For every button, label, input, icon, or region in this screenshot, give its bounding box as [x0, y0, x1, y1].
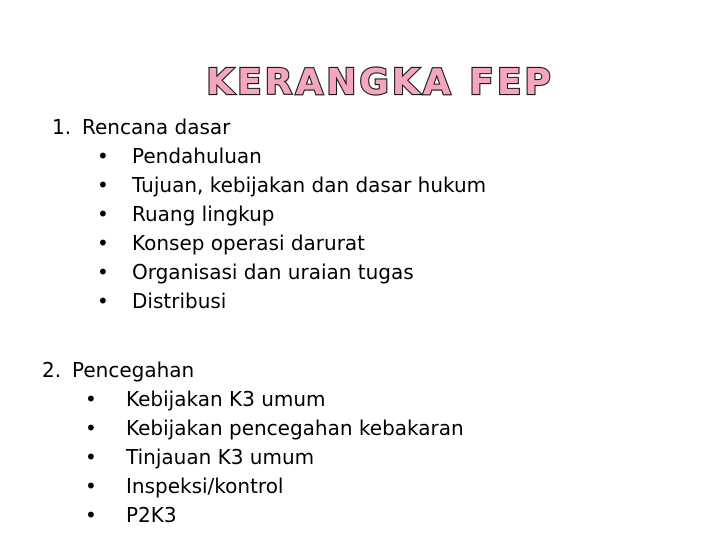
bullet-dot: • — [85, 474, 97, 498]
section-heading — [42, 356, 464, 385]
list-item-label: Tinjauan K3 umum — [126, 445, 315, 469]
slide-title — [130, 62, 630, 102]
list-item — [52, 258, 486, 287]
slide-title-text: KERANGKA FEP — [206, 62, 554, 102]
bullet-list — [42, 385, 464, 530]
section-number: 1. — [52, 115, 72, 139]
bullet-dot: • — [85, 416, 97, 440]
bullet-dot: • — [97, 144, 109, 168]
section-heading-label: Rencana dasar — [82, 115, 231, 139]
bullet-dot: • — [97, 202, 109, 226]
bullet-dot: • — [97, 289, 109, 313]
list-item — [42, 472, 464, 501]
bullet-dot: • — [97, 231, 109, 255]
section-pencegahan — [42, 356, 464, 530]
list-item-label: Kebijakan pencegahan kebakaran — [126, 416, 464, 440]
list-item — [42, 501, 464, 530]
list-item — [42, 385, 464, 414]
section-rencana-dasar — [52, 113, 486, 316]
list-item-label: Konsep operasi darurat — [132, 231, 366, 255]
list-item-label: Pendahuluan — [132, 144, 262, 168]
list-item-label: Ruang lingkup — [132, 202, 275, 226]
list-item-label: Inspeksi/kontrol — [126, 474, 284, 498]
section-number: 2. — [42, 358, 62, 382]
list-item — [52, 287, 486, 316]
list-item — [42, 414, 464, 443]
slide-title-wordart — [130, 62, 630, 102]
bullet-list — [52, 142, 486, 316]
bullet-dot: • — [97, 173, 109, 197]
bullet-dot: • — [85, 387, 97, 411]
bullet-dot: • — [85, 445, 97, 469]
list-item — [52, 171, 486, 200]
list-item — [52, 229, 486, 258]
list-item-label: Tujuan, kebijakan dan dasar hukum — [132, 173, 487, 197]
list-item — [52, 200, 486, 229]
bullet-dot: • — [97, 260, 109, 284]
list-item-label: Kebijakan K3 umum — [126, 387, 326, 411]
section-heading — [52, 113, 486, 142]
list-item-label: Organisasi dan uraian tugas — [132, 260, 414, 284]
list-item-label: Distribusi — [132, 289, 227, 313]
bullet-dot: • — [85, 503, 97, 527]
list-item-label: P2K3 — [126, 503, 177, 527]
list-item — [52, 142, 486, 171]
list-item — [42, 443, 464, 472]
section-heading-label: Pencegahan — [72, 358, 195, 382]
